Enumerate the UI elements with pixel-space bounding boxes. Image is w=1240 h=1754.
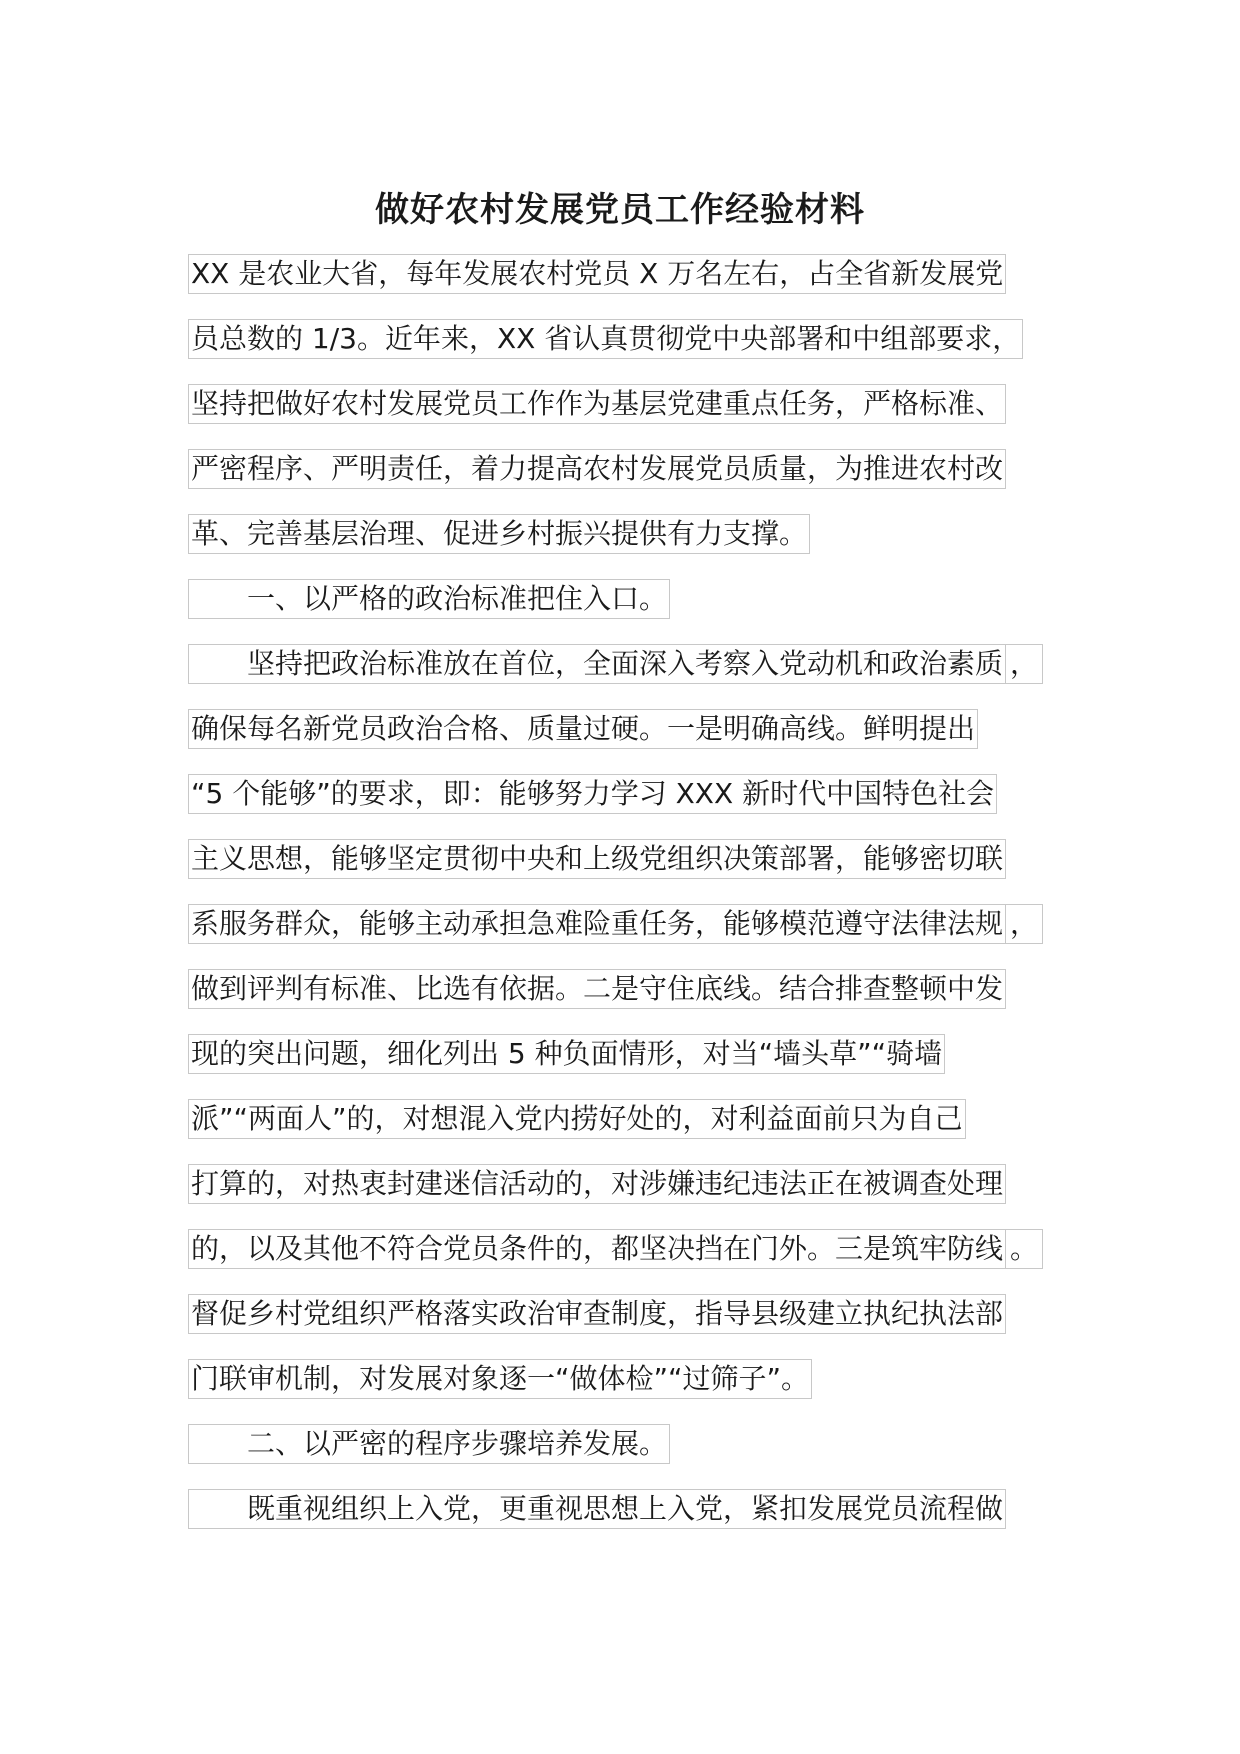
text-line: [188, 1489, 1088, 1554]
text-line-content: 坚持把政治标准放在首位，全面深入考察入党动机和政治素质: [188, 644, 1006, 684]
text-line-tail: ，: [1005, 904, 1043, 944]
text-line-content: 系服务群众，能够主动承担急难险重任务，能够模范遵守法律法规: [188, 904, 1006, 944]
text-line-content: 坚持把做好农村发展党员工作作为基层党建重点任务，严格标准、: [188, 384, 1006, 424]
text-line: [188, 644, 1088, 709]
text-line-content: 做到评判有标准、比选有依据。二是守住底线。结合排查整顿中发: [188, 969, 1006, 1009]
text-line: [188, 579, 1088, 644]
text-line: [188, 839, 1088, 904]
text-line: [188, 1099, 1088, 1164]
text-line: [188, 319, 1088, 384]
text-line: [188, 1424, 1088, 1489]
text-line-content: 二、以严密的程序步骤培养发展。: [188, 1424, 670, 1464]
text-line: [188, 1359, 1088, 1424]
text-line: [188, 449, 1088, 514]
text-line: [188, 774, 1088, 839]
text-line-content: 主义思想，能够坚定贯彻中央和上级党组织决策部署，能够密切联: [188, 839, 1006, 879]
text-line-content: “5 个能够”的要求，即：能够努力学习 XXX 新时代中国特色社会: [188, 774, 997, 814]
text-line: [188, 384, 1088, 449]
text-line-content: 革、完善基层治理、促进乡村振兴提供有力支撑。: [188, 514, 810, 554]
text-line: [188, 1229, 1088, 1294]
text-line-content: 督促乡村党组织严格落实政治审查制度，指导县级建立执纪执法部: [188, 1294, 1006, 1334]
text-line-content: 派”“两面人”的，对想混入党内捞好处的，对利益面前只为自己: [188, 1099, 966, 1139]
text-line: [188, 514, 1088, 579]
text-line: [188, 1164, 1088, 1229]
text-line: [188, 254, 1088, 319]
text-line: [188, 1294, 1088, 1359]
text-line: [188, 1034, 1088, 1099]
text-line: [188, 969, 1088, 1034]
text-line-content: 一、以严格的政治标准把住入口。: [188, 579, 670, 619]
text-line-content: 员总数的 1/3。近年来，XX 省认真贯彻党中央部署和中组部要求，: [188, 319, 1023, 359]
text-line: [188, 904, 1088, 969]
text-line-content: 打算的，对热衷封建迷信活动的，对涉嫌违纪违法正在被调查处理: [188, 1164, 1006, 1204]
text-line-content: 既重视组织上入党，更重视思想上入党，紧扣发展党员流程做: [188, 1489, 1006, 1529]
document-title: 做好农村发展党员工作经验材料: [375, 190, 865, 230]
text-line: [188, 709, 1088, 774]
text-line-content: 确保每名新党员政治合格、质量过硬。一是明确高线。鲜明提出: [188, 709, 978, 749]
text-line-content: XX 是农业大省，每年发展农村党员 X 万名左右，占全省新发展党: [188, 254, 1006, 294]
document-body: [188, 254, 1088, 1554]
text-line-content: 的，以及其他不符合党员条件的，都坚决挡在门外。三是筑牢防线: [188, 1229, 1006, 1269]
text-line-content: 现的突出问题，细化列出 5 种负面情形，对当“墙头草”“骑墙: [188, 1034, 945, 1074]
text-line-content: 门联审机制，对发展对象逐一“做体检”“过筛子”。: [188, 1359, 812, 1399]
text-line-tail: ，: [1005, 644, 1043, 684]
text-line-content: 严密程序、严明责任，着力提高农村发展党员质量，为推进农村改: [188, 449, 1006, 489]
text-line-tail: 。: [1005, 1229, 1043, 1269]
